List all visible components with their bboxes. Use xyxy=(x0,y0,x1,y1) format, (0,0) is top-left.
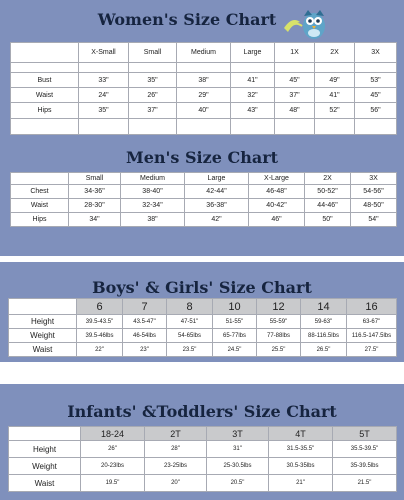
table-cell: 28" xyxy=(145,441,207,458)
header-cell: X-Small xyxy=(79,43,129,63)
table-header-row xyxy=(11,43,397,63)
table-cell: 39.5-46lbs xyxy=(77,329,123,343)
table-cell: 63-67" xyxy=(347,315,397,329)
mens-chart-title: Men's Size Chart xyxy=(125,148,279,167)
row-label: Bust xyxy=(11,73,79,88)
table-cell: 22" xyxy=(77,343,123,357)
header-cell: 10 xyxy=(213,299,257,315)
header-cell: Large xyxy=(231,43,275,63)
table-row xyxy=(9,329,397,343)
table-cell: 46-48" xyxy=(249,185,305,199)
table-cell: 38" xyxy=(121,213,185,227)
row-label: Weight xyxy=(9,458,81,475)
header-cell: 7 xyxy=(123,299,167,315)
header-cell: 3X xyxy=(351,173,397,185)
womens-chart-title: Women's Size Chart xyxy=(97,10,277,29)
table-cell: 41" xyxy=(231,73,275,88)
table-cell: 45" xyxy=(355,88,397,103)
table-cell: 42-44" xyxy=(185,185,249,199)
table-cell: 39.5-43.5" xyxy=(77,315,123,329)
table-cell: 21.5" xyxy=(333,475,397,492)
table-cell: 54" xyxy=(351,213,397,227)
header-cell: Large xyxy=(185,173,249,185)
table-cell: 44-46" xyxy=(305,199,351,213)
table-cell: 53" xyxy=(355,73,397,88)
row-label: Chest xyxy=(11,185,69,199)
table-cell: 49" xyxy=(315,73,355,88)
mens-size-table xyxy=(10,172,397,227)
header-cell: 6 xyxy=(77,299,123,315)
table-cell: 50" xyxy=(305,213,351,227)
table-cell: 59-63" xyxy=(301,315,347,329)
table-cell: 36-38" xyxy=(185,199,249,213)
table-row xyxy=(11,103,397,119)
header-cell: 2T xyxy=(145,427,207,441)
header-cell: Small xyxy=(129,43,177,63)
header-cell: 3X xyxy=(355,43,397,63)
header-cell: 12 xyxy=(257,299,301,315)
table-cell: 26.5" xyxy=(301,343,347,357)
table-cell: 23" xyxy=(123,343,167,357)
table-row xyxy=(9,441,397,458)
header-cell: 18-24 xyxy=(81,427,145,441)
header-cell: Small xyxy=(69,173,121,185)
table-cell: 40" xyxy=(177,103,231,119)
table-cell: 52" xyxy=(315,103,355,119)
table-cell: 26" xyxy=(81,441,145,458)
womens-size-table xyxy=(10,42,397,135)
table-cell: 25.5" xyxy=(257,343,301,357)
table-cell: 42" xyxy=(185,213,249,227)
table-cell: 21" xyxy=(269,475,333,492)
header-cell: 1X xyxy=(275,43,315,63)
table-row xyxy=(11,119,397,135)
table-cell: 47-51" xyxy=(167,315,213,329)
table-cell: 24" xyxy=(79,88,129,103)
table-cell: 29" xyxy=(177,88,231,103)
header-cell xyxy=(11,173,69,185)
table-cell: 88-116.5lbs xyxy=(301,329,347,343)
header-cell: 2X xyxy=(305,173,351,185)
table-cell: 54-56" xyxy=(351,185,397,199)
table-cell: 28-30" xyxy=(69,199,121,213)
owl-logo-icon xyxy=(282,6,330,44)
table-cell: 38" xyxy=(177,73,231,88)
header-cell: 2X xyxy=(315,43,355,63)
table-cell: 30.5-35lbs xyxy=(269,458,333,475)
table-cell: 55-59" xyxy=(257,315,301,329)
kids-size-table xyxy=(8,298,397,357)
table-cell: 31" xyxy=(207,441,269,458)
kids-size-panel xyxy=(0,262,404,362)
row-label: Waist xyxy=(11,88,79,103)
header-cell: 5T xyxy=(333,427,397,441)
table-cell: 32" xyxy=(231,88,275,103)
table-row xyxy=(9,315,397,329)
table-row xyxy=(9,458,397,475)
header-cell: 14 xyxy=(301,299,347,315)
table-cell: 45" xyxy=(275,73,315,88)
table-cell: 38-40" xyxy=(121,185,185,199)
kids-chart-title: Boys' & Girls' Size Chart xyxy=(92,278,312,297)
row-label: Waist xyxy=(9,475,81,492)
table-cell: 25-30.5lbs xyxy=(207,458,269,475)
table-cell: 31.5-35.5" xyxy=(269,441,333,458)
table-cell: 116.5-147.5lbs xyxy=(347,329,397,343)
row-label: Waist xyxy=(11,199,69,213)
header-cell: Medium xyxy=(121,173,185,185)
table-header-row xyxy=(9,299,397,315)
table-cell: 20" xyxy=(145,475,207,492)
infants-size-panel xyxy=(0,384,404,500)
table-cell: 51-55" xyxy=(213,315,257,329)
table-cell: 40-42" xyxy=(249,199,305,213)
header-cell xyxy=(9,427,81,441)
table-cell: 24.5" xyxy=(213,343,257,357)
table-cell: 35-39.5lbs xyxy=(333,458,397,475)
header-cell: 4T xyxy=(269,427,333,441)
header-cell: 8 xyxy=(167,299,213,315)
header-cell: 3T xyxy=(207,427,269,441)
table-row xyxy=(11,88,397,103)
table-cell: 26" xyxy=(129,88,177,103)
table-cell: 33" xyxy=(79,73,129,88)
table-cell: 37" xyxy=(129,103,177,119)
header-cell xyxy=(9,299,77,315)
table-cell: 35" xyxy=(129,73,177,88)
table-cell: 35" xyxy=(79,103,129,119)
table-row xyxy=(11,73,397,88)
table-cell: 56" xyxy=(355,103,397,119)
infants-size-table xyxy=(8,426,397,492)
header-cell xyxy=(11,43,79,63)
table-cell: 77-88lbs xyxy=(257,329,301,343)
table-cell: 50-52" xyxy=(305,185,351,199)
table-cell: 34-36" xyxy=(69,185,121,199)
table-cell: 48" xyxy=(275,103,315,119)
row-label: Weight xyxy=(9,329,77,343)
table-header-row xyxy=(11,173,397,185)
table-cell: 23.5" xyxy=(167,343,213,357)
table-row xyxy=(11,63,397,73)
table-cell: 34" xyxy=(69,213,121,227)
row-label: Height xyxy=(9,315,77,329)
table-cell: 46" xyxy=(249,213,305,227)
table-cell: 54-65lbs xyxy=(167,329,213,343)
table-row xyxy=(11,213,397,227)
row-label: Waist xyxy=(9,343,77,357)
table-cell: 43.5-47" xyxy=(123,315,167,329)
table-cell: 37" xyxy=(275,88,315,103)
table-row xyxy=(11,185,397,199)
header-cell: X-Large xyxy=(249,173,305,185)
header-cell: 16 xyxy=(347,299,397,315)
row-label: Hips xyxy=(11,103,79,119)
table-cell: 46-54lbs xyxy=(123,329,167,343)
table-cell: 43" xyxy=(231,103,275,119)
header-cell: Medium xyxy=(177,43,231,63)
table-row xyxy=(9,475,397,492)
table-cell: 20-23lbs xyxy=(81,458,145,475)
table-row xyxy=(11,199,397,213)
table-row xyxy=(9,343,397,357)
table-cell: 41" xyxy=(315,88,355,103)
table-header-row xyxy=(9,427,397,441)
infants-chart-title: Infants' &Toddlers' Size Chart xyxy=(67,402,337,421)
table-cell: 27.5" xyxy=(347,343,397,357)
table-cell: 35.5-39.5" xyxy=(333,441,397,458)
table-cell: 32-34" xyxy=(121,199,185,213)
table-cell: 65-77lbs xyxy=(213,329,257,343)
table-cell: 20.5" xyxy=(207,475,269,492)
row-label: Hips xyxy=(11,213,69,227)
table-cell: 48-50" xyxy=(351,199,397,213)
row-label: Height xyxy=(9,441,81,458)
table-cell: 23-25lbs xyxy=(145,458,207,475)
table-cell: 19.5" xyxy=(81,475,145,492)
